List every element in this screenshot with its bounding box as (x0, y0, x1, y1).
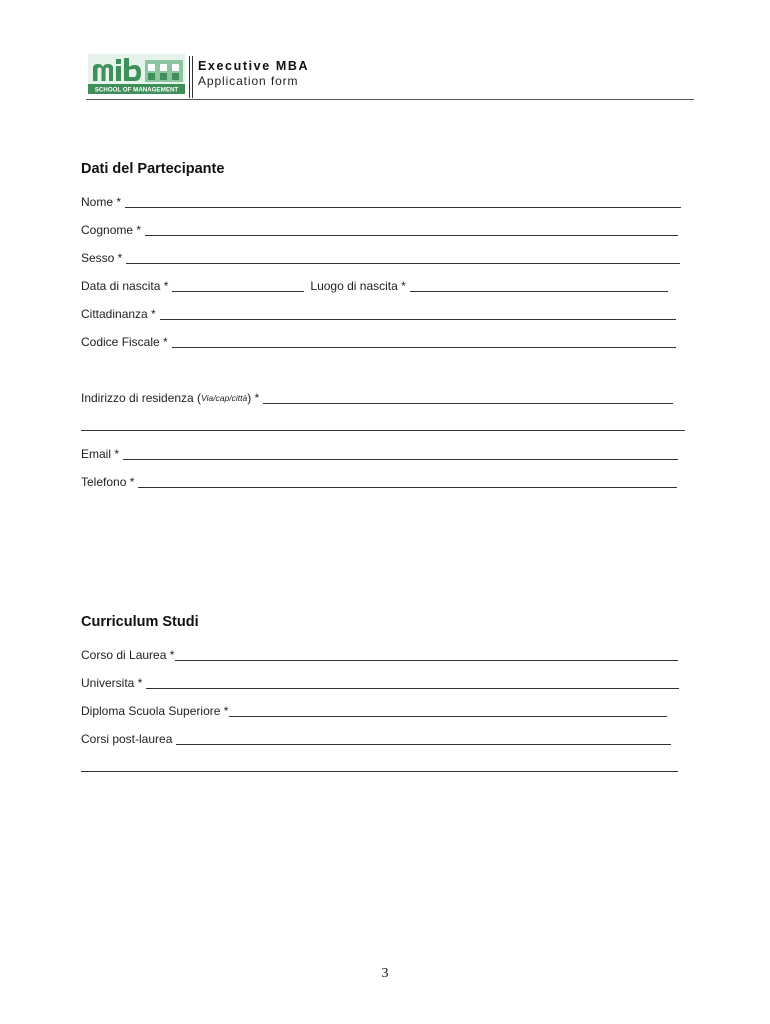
fill-line-indirizzo-2[interactable] (81, 430, 685, 431)
field-hint: Via/cap/città (201, 393, 248, 403)
page-number: 3 (381, 966, 389, 981)
field-label: Diploma Scuola Superiore * (81, 704, 229, 718)
field-label: Sesso * (81, 251, 123, 265)
field-label: Cognome * (81, 223, 142, 237)
field-data-nascita[interactable] (81, 278, 668, 294)
field-label: Corso di Laurea * (81, 648, 175, 662)
fill-line-corsi-post-2[interactable] (81, 771, 678, 772)
fill-line[interactable] (126, 263, 680, 264)
page-header (86, 54, 694, 100)
field-cognome[interactable] (81, 222, 678, 238)
fill-line[interactable] (263, 403, 673, 404)
field-label: Indirizzo di residenza ( (81, 391, 202, 405)
fill-line[interactable] (172, 347, 676, 348)
logo-subtext: SCHOOL OF MANAGEMENT (94, 86, 179, 94)
form-subtitle: Application form (198, 74, 299, 88)
fill-line[interactable] (229, 716, 667, 717)
mib-logo (88, 54, 185, 94)
section-title-participant: Dati del Partecipante (81, 161, 225, 177)
field-label: Universita * (81, 676, 143, 690)
field-label: Telefono * (81, 475, 135, 489)
fill-line[interactable] (176, 744, 671, 745)
field-cittadinanza[interactable] (81, 306, 676, 322)
field-label: Data di nascita * (81, 279, 169, 293)
form-title: Executive MBA (198, 59, 310, 73)
field-sesso[interactable] (81, 250, 680, 266)
section-title-curriculum: Curriculum Studi (81, 614, 199, 630)
fill-line[interactable] (172, 291, 304, 292)
field-label-end: ) * (247, 391, 260, 405)
field-label-luogo-nascita: Luogo di nascita * (310, 279, 406, 293)
header-divider (192, 56, 193, 98)
field-telefono[interactable] (81, 474, 677, 490)
field-label: Codice Fiscale * (81, 335, 168, 349)
field-corsi-post[interactable] (81, 731, 671, 747)
fill-line[interactable] (410, 291, 668, 292)
field-label: Cittadinanza * (81, 307, 156, 321)
field-indirizzo[interactable] (81, 390, 673, 406)
header-rule (86, 99, 694, 100)
fill-line[interactable] (123, 459, 678, 460)
field-label: Corsi post-laurea (81, 732, 173, 746)
field-diploma[interactable] (81, 703, 667, 719)
fill-line[interactable] (138, 487, 677, 488)
field-codice-fiscale[interactable] (81, 334, 676, 350)
field-corso-laurea[interactable] (81, 647, 678, 663)
fill-line[interactable] (145, 235, 678, 236)
fill-line[interactable] (125, 207, 681, 208)
fill-line[interactable] (146, 688, 679, 689)
fill-line[interactable] (160, 319, 676, 320)
field-universita[interactable] (81, 675, 679, 691)
header-divider (189, 56, 190, 98)
fill-line[interactable] (175, 660, 678, 661)
field-nome[interactable] (81, 194, 681, 210)
field-label: Email * (81, 447, 120, 461)
header-title-block (198, 59, 309, 89)
field-label: Nome * (81, 195, 122, 209)
field-email[interactable] (81, 446, 678, 462)
